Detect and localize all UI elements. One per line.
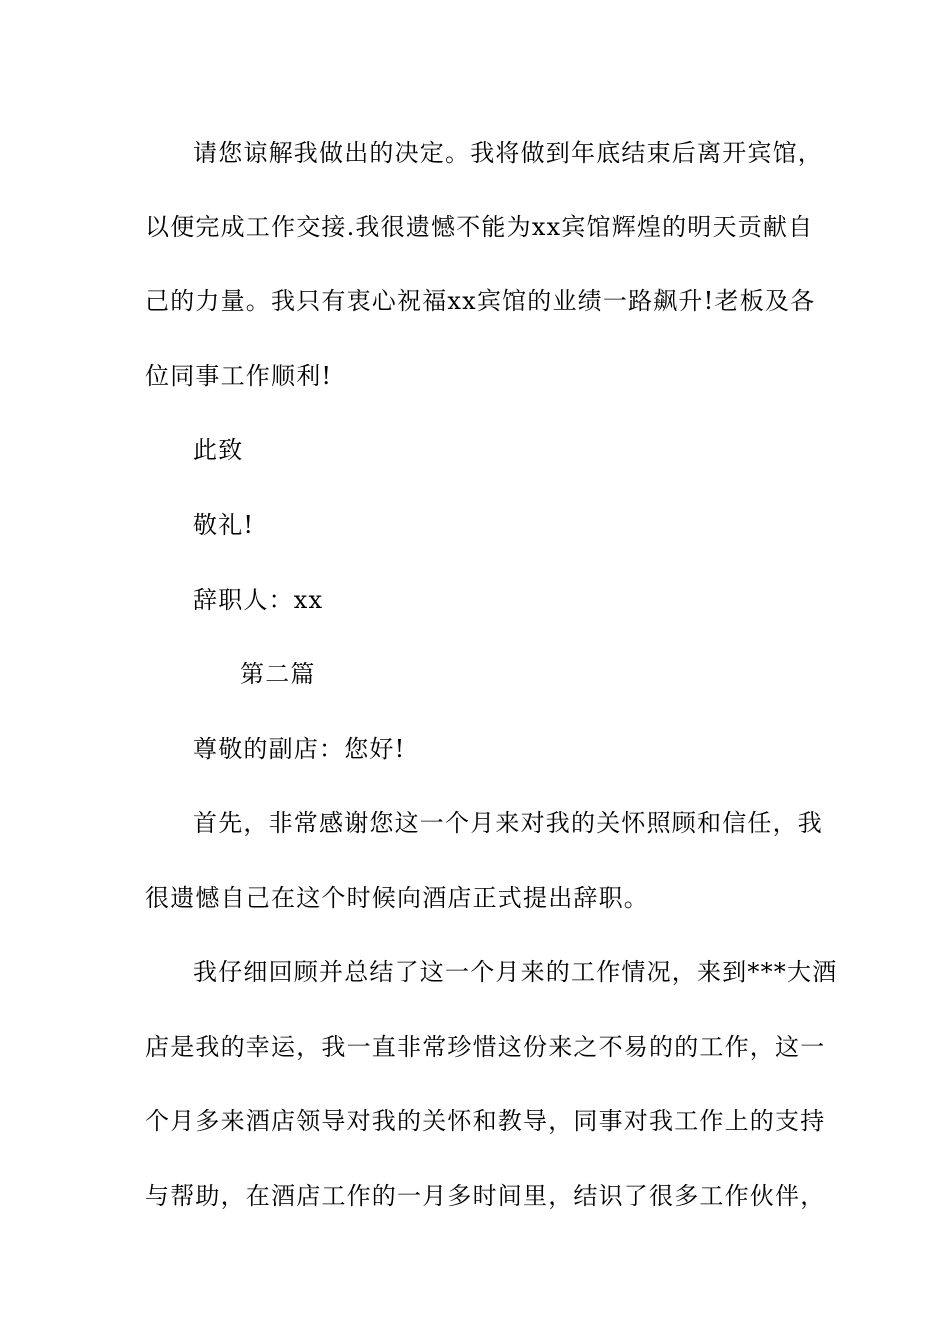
text-line: 位同事工作顺利! [145, 362, 333, 390]
signature-line: 辞职人：xx [193, 586, 324, 614]
text-line: 个月多来酒店领导对我的关怀和教导，同事对我工作上的支持 [145, 1107, 826, 1135]
greeting-line: 尊敬的副店：您好! [193, 735, 406, 763]
text-line: 首先，非常感谢您这一个月来对我的关怀照顾和信任，我 [193, 809, 823, 837]
closing-salutation: 此致 [193, 436, 244, 464]
text-line: 与帮助，在酒店工作的一月多时间里，结识了很多工作伙伴， [145, 1182, 826, 1210]
section-heading: 第二篇 [240, 660, 316, 688]
text-line: 我仔细回顾并总结了这一个月来的工作情况，来到***大酒 [193, 958, 838, 986]
text-line: 己的力量。我只有衷心祝福xx宾馆的业绩一路飙升!老板及各 [145, 287, 816, 315]
closing-regards: 敬礼! [193, 511, 255, 539]
text-line: 请您谅解我做出的决定。我将做到年底结束后离开宾馆， [193, 139, 823, 167]
text-line: 以便完成工作交接.我很遗憾不能为xx宾馆辉煌的明天贡献自 [145, 213, 814, 241]
text-line: 店是我的幸运，我一直非常珍惜这份来之不易的的工作，这一 [145, 1033, 826, 1061]
text-line: 很遗憾自己在这个时候向酒店正式提出辞职。 [145, 884, 649, 912]
